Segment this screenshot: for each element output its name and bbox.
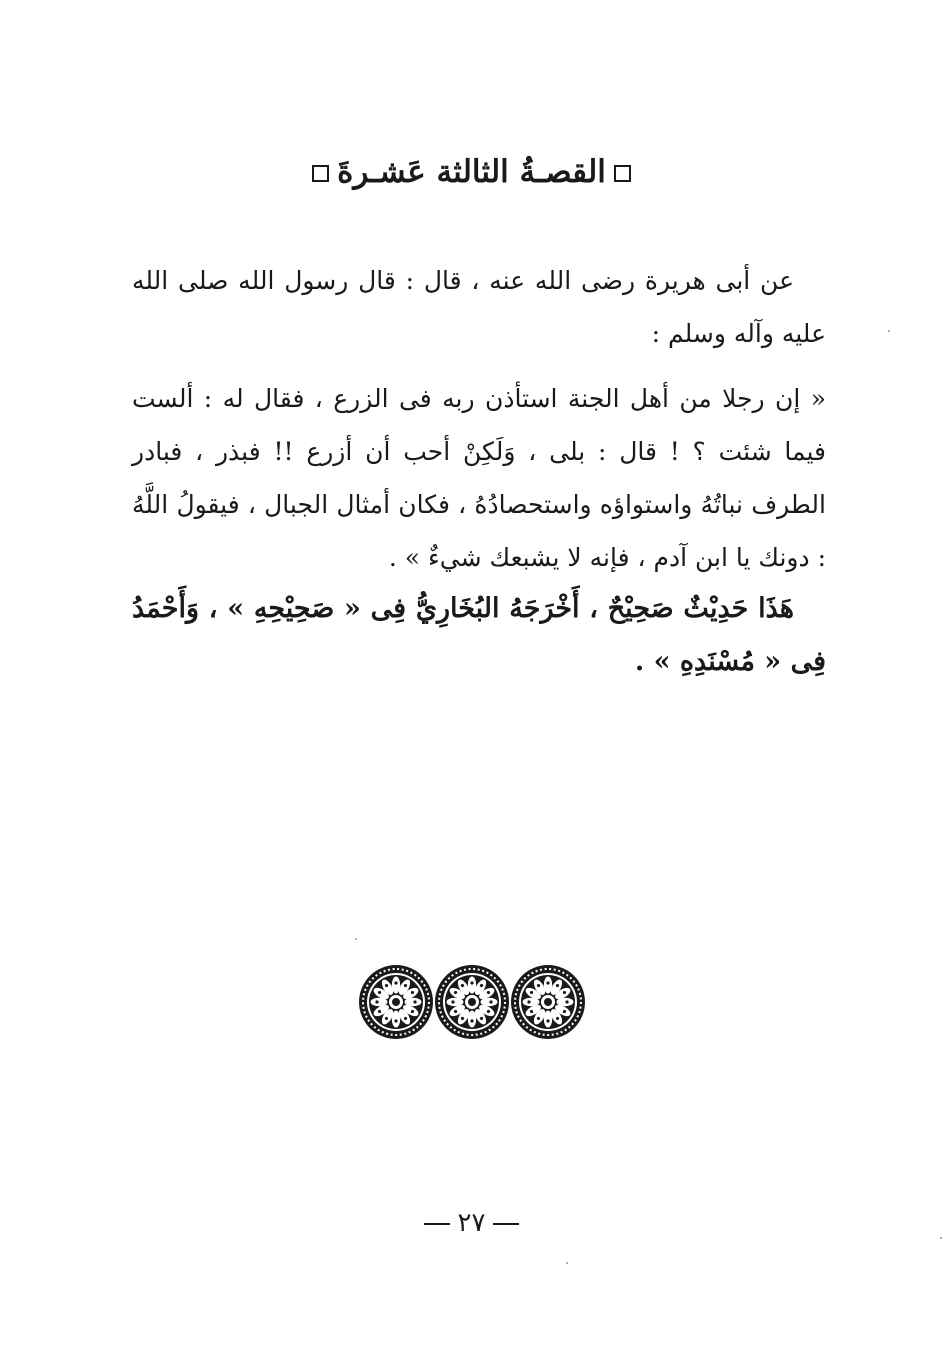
paper-speck <box>888 330 890 332</box>
page-number <box>0 1203 943 1243</box>
paper-speck <box>940 1237 942 1239</box>
square-bullet-icon <box>614 165 631 182</box>
hadith-grading: هَذَا حَدِيْثٌ صَحِيْحٌ ، أَخْرَجَهُ البُخَارِيُّ فِى « صَحِيْحِهِ » ، وَأَحْمَدُ فِى « مُسْنَدِهِ » . <box>132 593 826 677</box>
narration-intro: عن أبى هريرة رضى الله عنه ، قال : قال رسول الله صلى الله عليه وآله وسلم : <box>132 266 826 348</box>
story-title-text: القصـةُ الثالثة عَشـرةَ <box>337 154 606 190</box>
dash-left <box>493 1223 519 1225</box>
story-title <box>0 146 943 198</box>
rosette-ornament-icon <box>357 962 587 1042</box>
paper-speck <box>355 938 357 940</box>
square-bullet-icon <box>312 165 329 182</box>
page-number-text: ٢٧ <box>457 1208 486 1238</box>
dash-right <box>424 1223 450 1225</box>
paper-speck <box>566 1262 568 1264</box>
hadith-text: « إن رجلا من أهل الجنة استأذن ربه فى الزرع ، فقال له : ألست فيما شئت ؟ ! قال : بلى ، وَلَكِنْ أحب أن أزرع !! فبذر ، فبادر الطرف نباتُهُ واستواؤه واستحصادُهُ ، فكان أمثال الجبال ، فيقولُ اللَّهُ : دونك يا ابن آدم ، فإنه لا يشبعك شيءٌ » . <box>132 384 826 572</box>
